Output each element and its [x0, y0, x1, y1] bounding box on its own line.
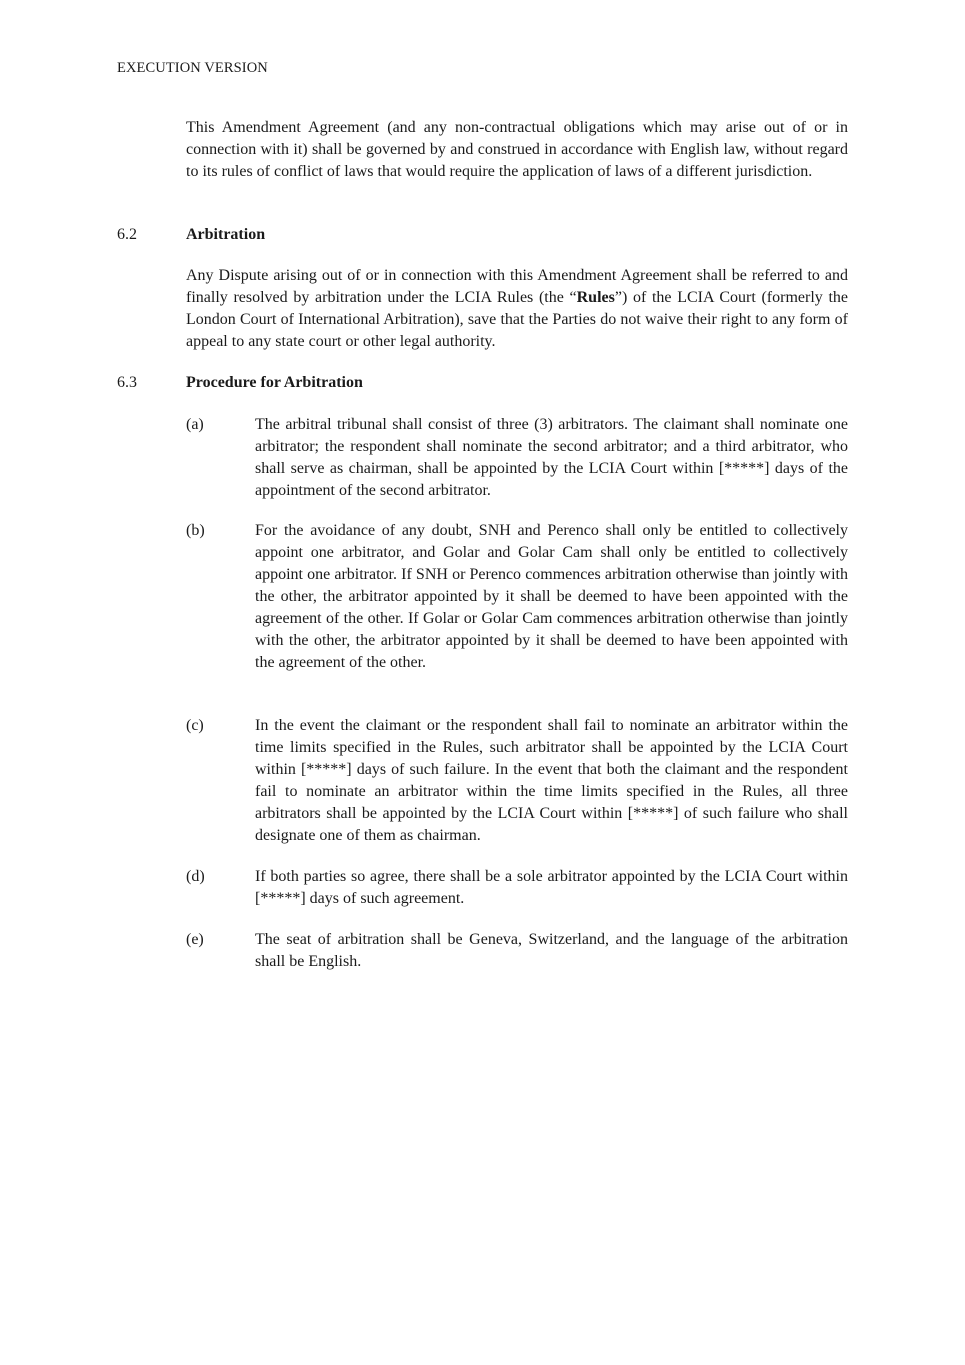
- clause-6-2-number: 6.2: [117, 226, 137, 243]
- item-b-label: (b): [186, 522, 205, 539]
- item-e-text: The seat of arbitration shall be Geneva, Switzerland, and the language of the arbitration shall be English.: [255, 931, 848, 970]
- clause-6-2-title: Arbitration: [186, 226, 266, 243]
- item-b-text: For the avoidance of any doubt, SNH and Perenco shall only be entitled to collectively appoint one arbitrator, and Golar and Golar Cam shall only be entitled to collectively appoint one arbitrator. If SNH or Perenco commences arbitration otherwise than jointly with the other, the arbitrator appointed by it shall be deemed to have been appointed with the agreement of the other. If Golar or Golar Cam commences arbitration otherwise than jointly with the other, the arbitrator appointed by it shall be deemed to have been appointed with the agreement of the other.: [255, 522, 848, 671]
- clause-6-2-body-before: Any Dispute arising out of or in connection with this Amendment Agreement shall be referred to and finally resolved by arbitration under the LCIA Rules (the “: [186, 267, 848, 306]
- item-d-text: If both parties so agree, there shall be a sole arbitrator appointed by the LCIA Court within [*****] days of such agreement.: [255, 868, 848, 907]
- clause-6-3-title: Procedure for Arbitration: [186, 374, 363, 391]
- item-c-text: In the event the claimant or the respondent shall fail to nominate an arbitrator within the time limits specified in the Rules, such arbitrator shall be appointed by the LCIA Court within [*****] days of such failure. In the event that both the claimant and the respondent fail to nominate an arbitrator within the time limits specified in the Rules, all three arbitrators shall be appointed by the LCIA Court within [*****] of such failure who shall designate one of them as chairman.: [255, 717, 848, 844]
- item-a-label: (a): [186, 416, 204, 433]
- clause-6-3-number: 6.3: [117, 374, 137, 391]
- clause-6-2-body-after: ”) of the LCIA Court (formerly the London Court of International Arbitration), save that the Parties do not waive their right to any form of appeal to any state court or other legal authority.: [186, 289, 849, 350]
- item-c-label: (c): [186, 717, 204, 734]
- clause-6-2-defined-term: Rules: [576, 289, 615, 306]
- item-d-label: (d): [186, 868, 205, 885]
- item-a-text: The arbitral tribunal shall consist of three (3) arbitrators. The claimant shall nominate one arbitrator; the respondent shall nominate the second arbitrator; and a third arbitrator, who shall serve as chairman, shall be appointed by the LCIA Court within [*****] days of the appointment of the second arbitrator.: [255, 416, 848, 499]
- governing-law-paragraph: This Amendment Agreement (and any non-contractual obligations which may arise out of or in connection with it) shall be governed by and construed in accordance with English law, without regard to its rules of conflict of laws that would require the application of laws of a different jurisdiction.: [186, 119, 848, 180]
- clause-6-2-body: [186, 265, 848, 353]
- item-e-label: (e): [186, 931, 204, 948]
- document-header-label: EXECUTION VERSION: [117, 60, 268, 76]
